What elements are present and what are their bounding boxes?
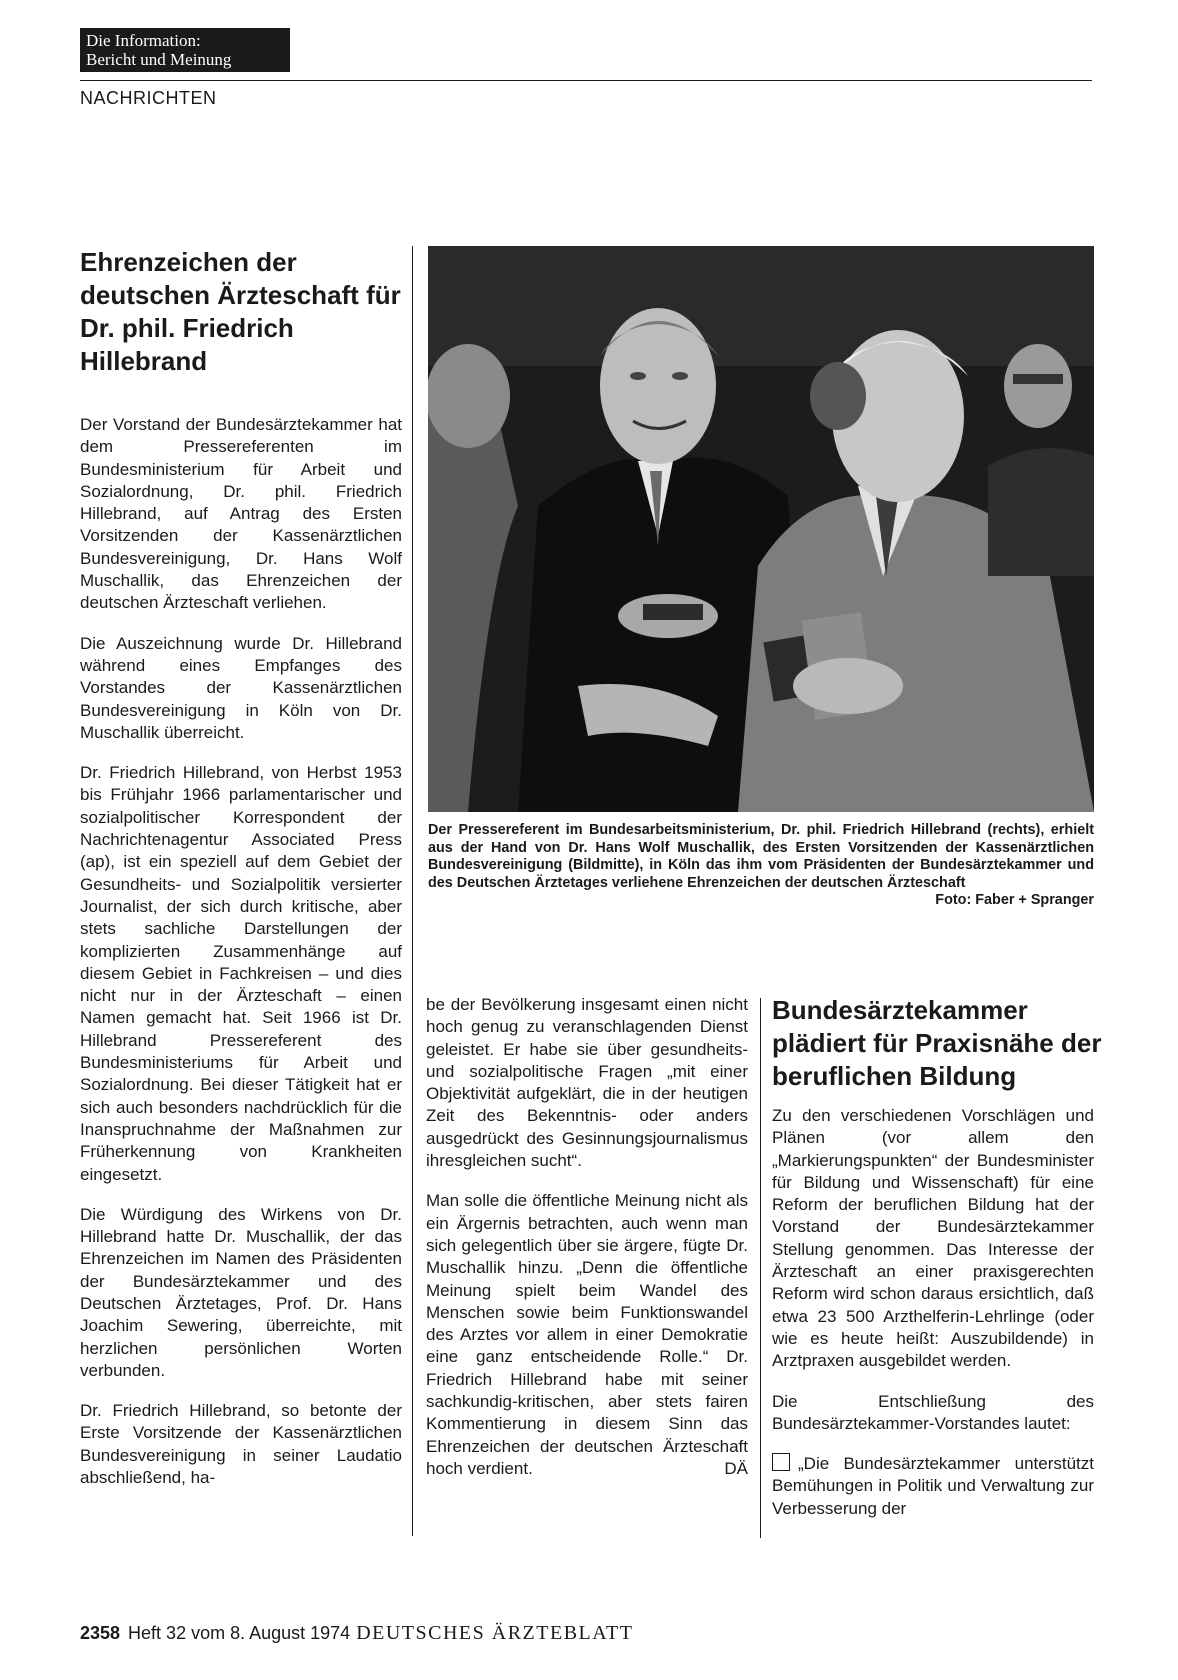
column-rule-right bbox=[760, 998, 761, 1538]
page-footer bbox=[80, 1622, 633, 1645]
article-2-quote bbox=[772, 1453, 1094, 1520]
section-badge bbox=[80, 28, 290, 72]
article-1-continued-paragraph-1: be der Bevölkerung insgesamt einen nicht hoch genug zu veranschlagenden Dienst geleistet. Er habe sie über gesundheits- und sozialpolitische Fragen „mit einer Objektivität aufgeklärt, die in der heutigen Zeit des Bekenntnis- oder anders ausgedrückt des Gesinnungsjournalismus ihresgleichen sucht“. bbox=[426, 995, 748, 1171]
checkbox-icon bbox=[772, 1453, 790, 1471]
issue-info: Heft 32 vom 8. August 1974 bbox=[128, 1623, 351, 1643]
article-1-headline: Ehrenzeichen der deutschen Ärzteschaft für Dr. phil. Friedrich Hillebrand bbox=[80, 247, 401, 376]
article-1-continuation bbox=[426, 994, 748, 1480]
article-1-paragraph-3: Dr. Friedrich Hillebrand, von Herbst 1953 bis Frühjahr 1966 parlamentarischer und sozialpolitischer Korrespondent der Nachrichtenagentur Associated Press (ap), ist ein speziell auf dem Gebiet der Gesundheits- und Sozialpolitik versierter Journalist, der sich durch kritische, aber stets sachliche Darstellungen der komplizierten Zusammenhänge auf diesem Gebiet in Fachkreisen – und dies nicht nur in der Ärzteschaft – einen Namen gemacht hat. Seit 1966 ist Dr. Hillebrand Pressereferent des Bundesministeriums für Arbeit und Sozialordnung. Bei dieser Tätigkeit hat er sich auch besonders nachdrücklich für die Inanspruchnahme der Maßnahmen zur Früherkennung von Krankheiten eingesetzt. bbox=[80, 763, 402, 1184]
article-1-continued-paragraph-2 bbox=[426, 1190, 748, 1480]
article-1-paragraph-4: Die Würdigung des Wirkens von Dr. Hillebrand hatte Dr. Muschallik, der das Ehrenzeichen im Namen des Präsidenten der Bundesärztekammer und des Deutschen Ärztetages, Prof. Dr. Hans Joachim Sewering, überreichte, mit herzlichen persönlichen Worten verbunden. bbox=[80, 1204, 402, 1380]
photo-illustration bbox=[428, 246, 1094, 812]
article-2-paragraph-1: Zu den verschiedenen Vorschlägen und Plänen (vor allem den „Markierungspunkten“ der Bundesminister für Bildung und Wissenschaft) für eine Reform der beruflichen Bildung hat der Vorstand der Bundesärztekammer Stellung genommen. Das Interesse der Ärzteschaft an einer praxisgerechten Reform wird schon daraus ersichtlich, daß etwa 23 500 Arzthelferin-Lehrlinge (oder wie es heute heißt: Auszubildende) in Arztpraxen ausgebildet werden. bbox=[772, 1106, 1094, 1371]
masthead: DEUTSCHES ÄRZTEBLATT bbox=[356, 1622, 634, 1644]
article-1-paragraph-1: Der Vorstand der Bundesärztekammer hat dem Pressereferenten im Bundesministerium für Arbeit und Sozialordnung, Dr. phil. Friedrich Hillebrand, auf Antrag des Ersten Vorsitzenden der Kassenärztlichen Bundesvereinigung, Dr. Hans Wolf Muschallik, das Ehrenzeichen der deutschen Ärzteschaft verliehen. bbox=[80, 415, 402, 613]
badge-line-2: Bericht und Meinung bbox=[86, 50, 232, 69]
section-title: NACHRICHTEN bbox=[80, 88, 217, 108]
photo-credit: Foto: Faber + Spranger bbox=[935, 892, 1094, 908]
article-2-paragraph-2: Die Entschließung des Bundesärztekammer-Vorstandes lautet: bbox=[772, 1391, 1094, 1433]
page-number: 2358 bbox=[80, 1623, 121, 1643]
badge-line-1: Die Information: bbox=[86, 31, 201, 50]
caption-text: Der Pressereferent im Bundesarbeitsministerium, Dr. phil. Friedrich Hillebrand (rechts), erhielt aus der Hand von Dr. Hans Wolf Muschallik, des Ersten Vorsitzenden der Kassenärztlichen Bundesvereinigung (Bildmitte), in Köln das ihm vom Präsidenten der Bundesärztekammer und des Deutschen Ärztetages verliehene Ehrenzeichen der deutschen Ärzteschaft bbox=[428, 822, 1094, 891]
article-1-signature: DÄ bbox=[724, 1458, 748, 1478]
photo-caption bbox=[428, 822, 1094, 910]
article-1-paragraph-5: Dr. Friedrich Hillebrand, so betonte der Erste Vorsitzende der Kassenärztlichen Bundesvereinigung in seiner Laudatio abschließend, ha- bbox=[80, 1401, 402, 1488]
article-2-headline: Bundesärztekammer plädiert für Praxisnähe der beruflichen Bildung bbox=[772, 995, 1102, 1091]
award-ceremony-photo bbox=[428, 246, 1094, 812]
header-rule bbox=[80, 80, 1092, 81]
article-1-paragraph-2: Die Auszeichnung wurde Dr. Hillebrand während eines Empfanges des Vorstandes der Kassenärztlichen Bundesvereinigung in Köln von Dr. Muschallik überreicht. bbox=[80, 633, 402, 742]
article-1-column-1 bbox=[80, 414, 402, 1507]
article-2-column bbox=[772, 1105, 1094, 1538]
article-1-continued-text-2: Man solle die öffentliche Meinung nicht als ein Ärgernis betrachten, auch wenn man sich gelegentlich über sie ärgere, fügte Dr. Muschallik hinzu. „Denn die öffentliche Meinung spielt beim Wandel des Menschen sowie beim Funktionswandel des Arztes vor allem in einer Demokratie eine ganz entscheidende Rolle.“ Dr. Friedrich Hillebrand habe mit seiner sachkundig-kritischen, aber stets fairen Kommentierung in diesem Sinn das Ehrenzeichen der deutschen Ärzteschaft hoch verdient. bbox=[426, 1191, 748, 1478]
column-rule-left bbox=[412, 246, 413, 1536]
article-2-quote-text: „Die Bundesärztekammer unterstützt Bemühungen in Politik und Verwaltung zur Verbesserung der bbox=[772, 1454, 1094, 1518]
